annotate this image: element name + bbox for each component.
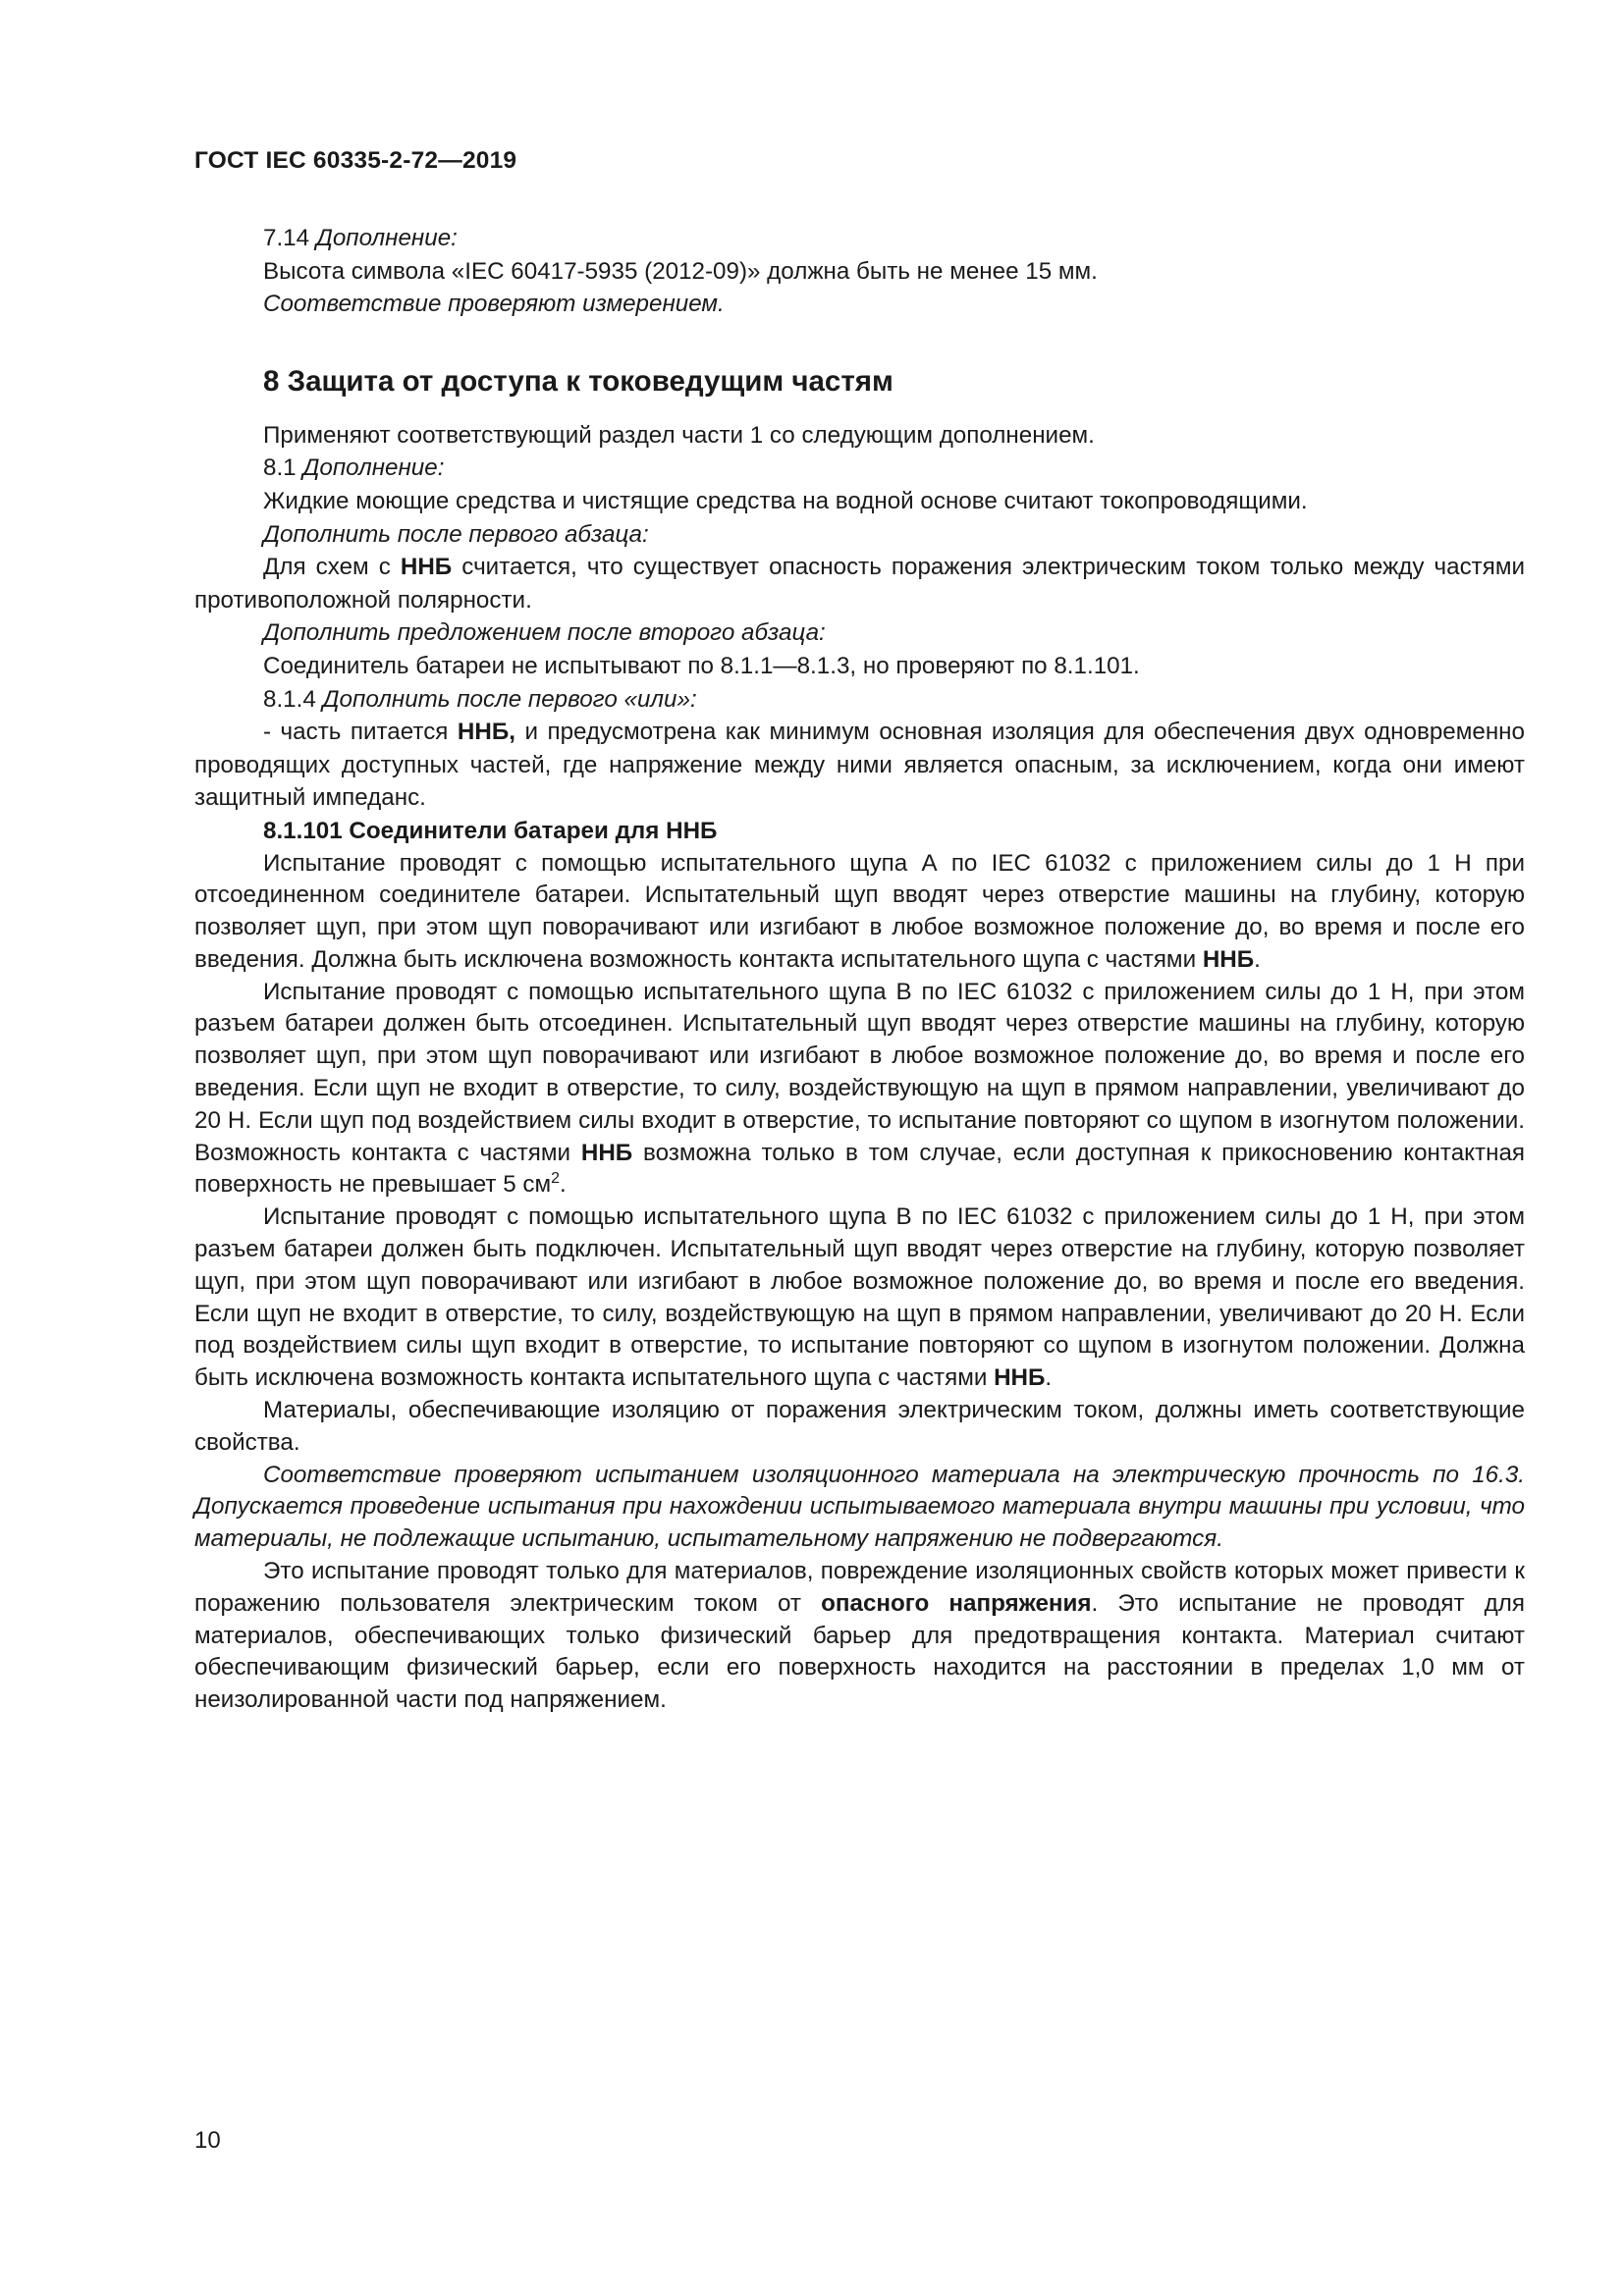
clause-8-1-101-paragraph-3 [194,1201,1525,1395]
defined-term: ННБ [400,554,453,581]
text-run: считается, что существует опасность поражения электрическим током только между частями противоположной полярности. [194,554,1525,614]
connector-paragraph: Соединитель батареи не испытывают по 8.1.1—8.1.3, но проверяют по 8.1.101. [263,652,1140,679]
text-run: . Это испытание не проводят для материалов, обеспечивающих только физический барьер для предотвращения контакта. Материал считают обеспечивающим физический барьер, если его поверхность находится на расстоянии в пределах 1,0 мм от неизолированной части под напряжением. [194,1589,1525,1714]
superscript: 2 [551,1170,561,1188]
text-run: . [1045,1364,1053,1392]
clause-number: 7.14 [263,225,310,251]
clause-8-1-101-paragraph-1 [194,848,1525,977]
document-body [194,222,1525,1717]
clause-8-1-4-heading [194,683,1525,717]
clause-8-1-101-paragraph-4: Материалы, обеспечивающие изоляцию от поражения электрическим током, должны иметь соответствующие свойства. [194,1397,1525,1456]
clause-8-1-101-compliance: Соответствие проверяют испытанием изоляционного материала на электрическую прочность по 16.3. Допускается проведение испытания при нахождении испытываемого материала внутри машины при условии, что материалы, не подлежащие испытанию, испытательному напряжению не подвергаются. [194,1461,1525,1553]
clause-number: 8.1.4 [263,685,316,713]
clause-8-1-text: Жидкие моющие средства и чистящие средства на водной основе считают токопроводящими. [263,487,1308,514]
defined-term: ННБ, [457,719,515,746]
instruction-after-first-paragraph: Дополнить после первого абзаца: [263,520,649,548]
clause-label: Дополнение: [302,454,445,482]
clause-8-1-heading [194,452,1525,485]
defined-term: ННБ [1202,945,1255,973]
text-run: Это испытание проводят только для материалов, повреждение изоляционных свойств которых может привести к поражению пользователя электрическим током от [194,1558,1525,1617]
instruction-after-second-paragraph: Дополнить предложением после второго абзаца: [263,619,826,647]
clause-number: 8.1 [263,454,297,482]
clause-8-1-101-paragraph-2 [194,977,1525,1202]
defined-term: ННБ [580,1139,633,1166]
text-run: Испытание проводят с помощью испытательного щупа В по IEC 61032 с приложением силы до 1 Н, при этом разъем батареи должен быть подключен. Испытательный щуп вводят через отверстие на глубину, которую позволяет щуп, при этом щуп поворачивают или изгибают в любое возможное положение до, во время и после его введения. Если щуп не входит в отверстие, то силу, воздействующую на щуп в прямом направлении, увеличивают до 20 Н. Если под воздействием силы щуп входит в отверстие, то испытание повторяют со щупом в изогнутом положении. Должна быть исключена возможность контакта испытательного щупа с частями [194,1203,1525,1392]
text-run: Для схем с [263,554,401,581]
defined-term: опасного напряжения [821,1589,1092,1617]
text-run: Испытание проводят с помощью испытательного щупа В по IEC 61032 с приложением силы до 1 Н, при этом разъем батареи должен быть отсоединен. Испытательный щуп вводят через отверстие машины на глубину, которую позволяет щуп, при этом щуп поворачивают или изгибают в любое возможное положение до, во время и после его введения. Если щуп не входит в отверстие, то силу, воздействующую на щуп в прямом направлении, увеличивают до 20 Н. Если щуп под воздействием силы входит в отверстие, то испытание повторяют со щупом в изогнутом положении. Возможность контакта с частями [194,978,1525,1166]
clause-label: Дополнить после первого «или»: [322,685,697,713]
text-run: . [560,1171,567,1199]
clause-8-1-101-paragraph-6 [194,1556,1525,1717]
document-code-header: ГОСТ IEC 60335-2-72—2019 [194,147,517,174]
clause-7-14-text: Высота символа «IEC 60417-5935 (2012-09)» должна быть не менее 15 мм. [263,257,1098,285]
section-8-intro: Применяют соответствующий раздел части 1 со следующим дополнением. [263,421,1095,449]
text-run: - часть питается [263,719,458,746]
clause-7-14-heading [194,222,1525,255]
nnb-paragraph [194,551,1525,616]
page-number: 10 [194,2127,221,2154]
section-8-title: 8 Защита от доступа к токоведущим частям [263,364,893,398]
clause-8-1-4-text [194,716,1525,815]
text-run: Испытание проводят с помощью испытательного щупа А по IEC 61032 с приложением силы до 1 Н при отсоединенном соединителе батареи. Испытательный щуп вводят через отверстие машины на глубину, которую позволяет щуп, при этом щуп поворачивают или изгибают в любое возможное положение до, во время и после его введения. Должна быть исключена возможность контакта испытательного щупа с частями [194,849,1525,973]
text-run: и предусмотрена как минимум основная изоляция для обеспечения двух одновременно проводящих доступных частей, где напряжение между ними является опасным, за исключением, когда они имеют защитный импеданс. [194,719,1525,812]
clause-label: Дополнение: [315,225,458,251]
clause-8-1-101-title: 8.1.101 Соединители батареи для ННБ [263,817,718,844]
text-run: возможна только в том случае, если доступная к прикосновению контактная поверхность не превышает 5 см [194,1139,1525,1199]
defined-term: ННБ [994,1364,1046,1392]
clause-7-14-compliance: Соответствие проверяют измерением. [263,291,725,318]
text-run: . [1254,945,1261,973]
